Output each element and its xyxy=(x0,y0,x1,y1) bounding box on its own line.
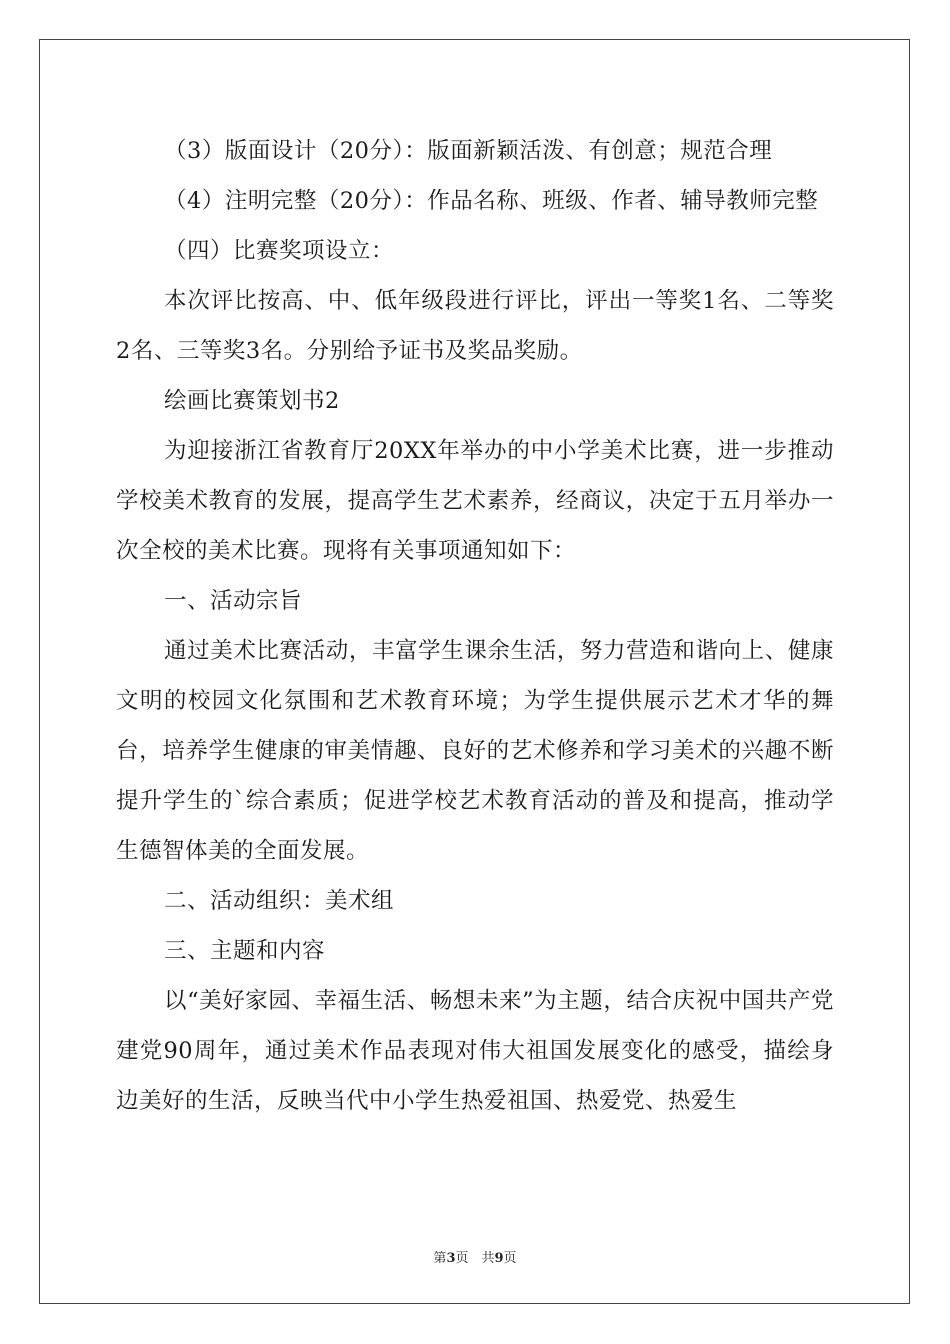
paragraph-layout-design: （3）版面设计（20分）：版面新颖活泼、有创意；规范合理 xyxy=(164,138,773,164)
paragraph-annotation-complete: （4）注明完整（20分）：作品名称、班级、作者、辅导教师完整 xyxy=(164,188,819,214)
paragraph-theme: 以“美好家园、幸福生活、畅想未来”为主题，结合庆祝中国共产党建党90周年，通过美术作品表现对伟大祖国发展变化的感受，描绘身边美好的生活，反映当代中小学生热爱祖国、热爱党、热爱生 xyxy=(116,988,834,1114)
section-heading-organization: 二、活动组织：美术组 xyxy=(164,888,395,914)
document-body xyxy=(116,126,834,1126)
footer-middle: 页 共 xyxy=(455,1251,495,1266)
document-subtitle: 绘画比赛策划书2 xyxy=(164,388,340,414)
section-heading-purpose: 一、活动宗旨 xyxy=(164,588,303,614)
paragraph-introduction: 为迎接浙江省教育厅20XX年举办的中小学美术比赛，进一步推动学校美术教育的发展，提高学生艺术素养，经商议，决定于五月举办一次全校的美术比赛。现将有关事项通知如下： xyxy=(116,438,834,564)
paragraph-awards-detail: 本次评比按高、中、低年级段进行评比，评出一等奖1名、二等奖2名、三等奖3名。分别给予证书及奖品奖励。 xyxy=(116,288,834,364)
page-number-footer xyxy=(0,1247,950,1266)
footer-total-pages: 9 xyxy=(494,1251,504,1266)
footer-suffix: 页 xyxy=(503,1251,517,1266)
section-heading-theme: 三、主题和内容 xyxy=(164,938,326,964)
section-heading-awards: （四）比赛奖项设立： xyxy=(164,238,395,264)
footer-current-page: 3 xyxy=(446,1251,456,1266)
footer-prefix: 第 xyxy=(433,1251,447,1266)
paragraph-purpose: 通过美术比赛活动，丰富学生课余生活，努力营造和谐向上、健康文明的校园文化氛围和艺术教育环境；为学生提供展示艺术才华的舞台，培养学生健康的审美情趣、良好的艺术修养和学习美术的兴趣不断提升学生的`综合素质；促进学校艺术教育活动的普及和提高，推动学生德智体美的全面发展。 xyxy=(116,638,834,864)
